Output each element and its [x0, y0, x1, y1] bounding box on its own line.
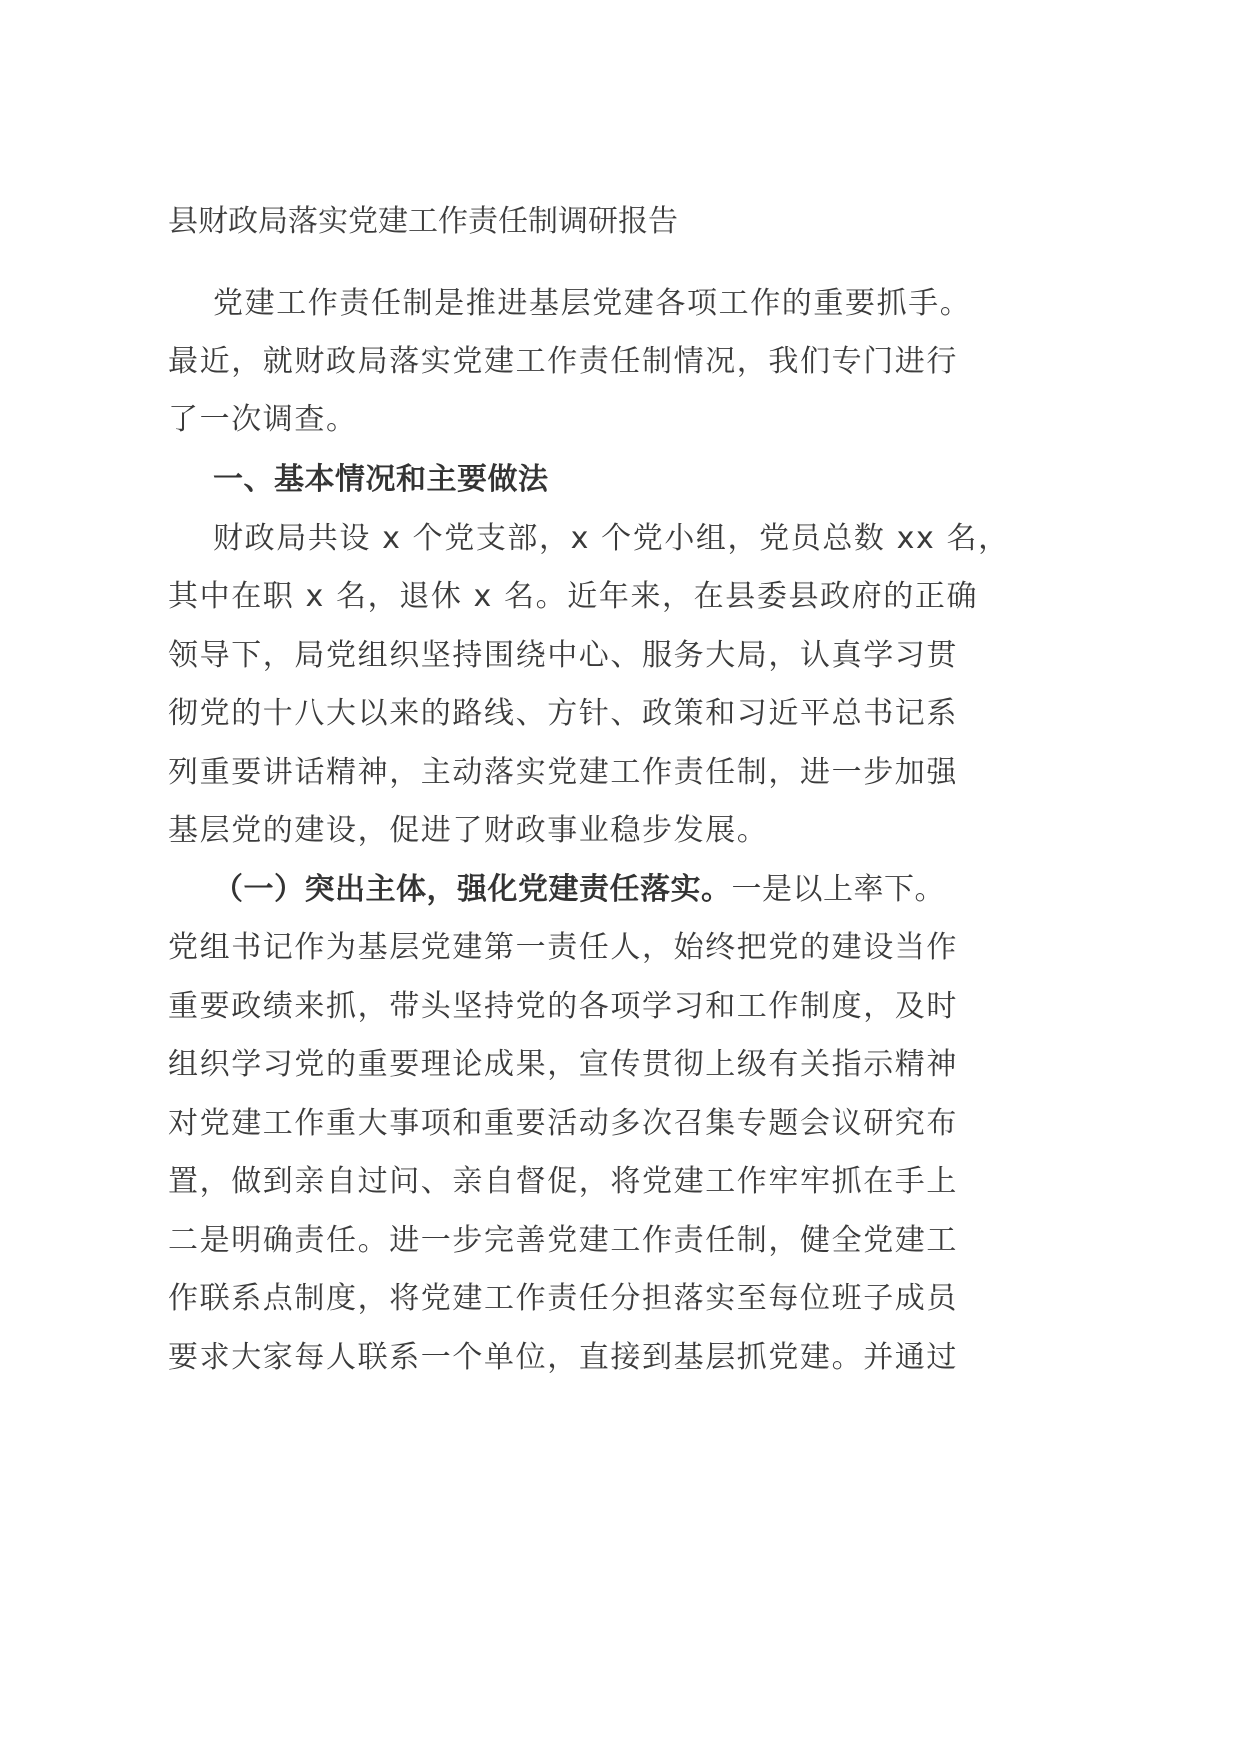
subsection1-line-6: 二是明确责任。进一步完善党建工作责任制，健全党建工 — [168, 1223, 958, 1258]
subsection1-line-5: 置，做到亲自过问、亲自督促，将党建工作牢牢抓在手上 — [168, 1164, 958, 1199]
section1-para-line-6: 基层党的建设，促进了财政事业稳步发展。 — [168, 813, 769, 848]
intro-line-1: 党建工作责任制是推进基层党建各项工作的重要抓手。 — [213, 286, 972, 321]
subsection1-line-1: 党组书记作为基层党建第一责任人，始终把党的建设当作 — [168, 930, 958, 965]
section1-para-line-1: 财政局共设 x 个党支部，x 个党小组，党员总数 xx 名， — [213, 521, 1010, 556]
subsection-1-first-line — [213, 870, 945, 910]
document-title: 县财政局落实党建工作责任制调研报告 — [168, 204, 678, 239]
section-heading-1: 一、基本情况和主要做法 — [213, 462, 549, 497]
subsection1-line-7: 作联系点制度，将党建工作责任分担落实至每位班子成员 — [168, 1281, 958, 1316]
intro-line-2: 最近，就财政局落实党建工作责任制情况，我们专门进行 — [168, 344, 958, 379]
section1-para-line-4: 彻党的十八大以来的路线、方针、政策和习近平总书记系 — [168, 696, 958, 731]
subsection1-line-2: 重要政绩来抓，带头坚持党的各项学习和工作制度，及时 — [168, 989, 958, 1024]
section1-para-line-5: 列重要讲话精神，主动落实党建工作责任制，进一步加强 — [168, 755, 958, 790]
subsection1-line-8: 要求大家每人联系一个单位，直接到基层抓党建。并通过 — [168, 1340, 958, 1375]
subsection-1-first-line-rest: 一是以上率下。 — [731, 872, 945, 907]
subsection1-line-4: 对党建工作重大事项和重要活动多次召集专题会议研究布 — [168, 1106, 958, 1141]
intro-line-3: 了一次调查。 — [168, 402, 358, 437]
section1-para-line-2: 其中在职 x 名，退休 x 名。近年来，在县委县政府的正确 — [168, 579, 979, 614]
subsection1-line-3: 组织学习党的重要理论成果，宣传贯彻上级有关指示精神 — [168, 1047, 958, 1082]
subsection-heading-1: （一）突出主体，强化党建责任落实。 — [213, 872, 732, 907]
section1-para-line-3: 领导下，局党组织坚持围绕中心、服务大局，认真学习贯 — [168, 638, 958, 673]
